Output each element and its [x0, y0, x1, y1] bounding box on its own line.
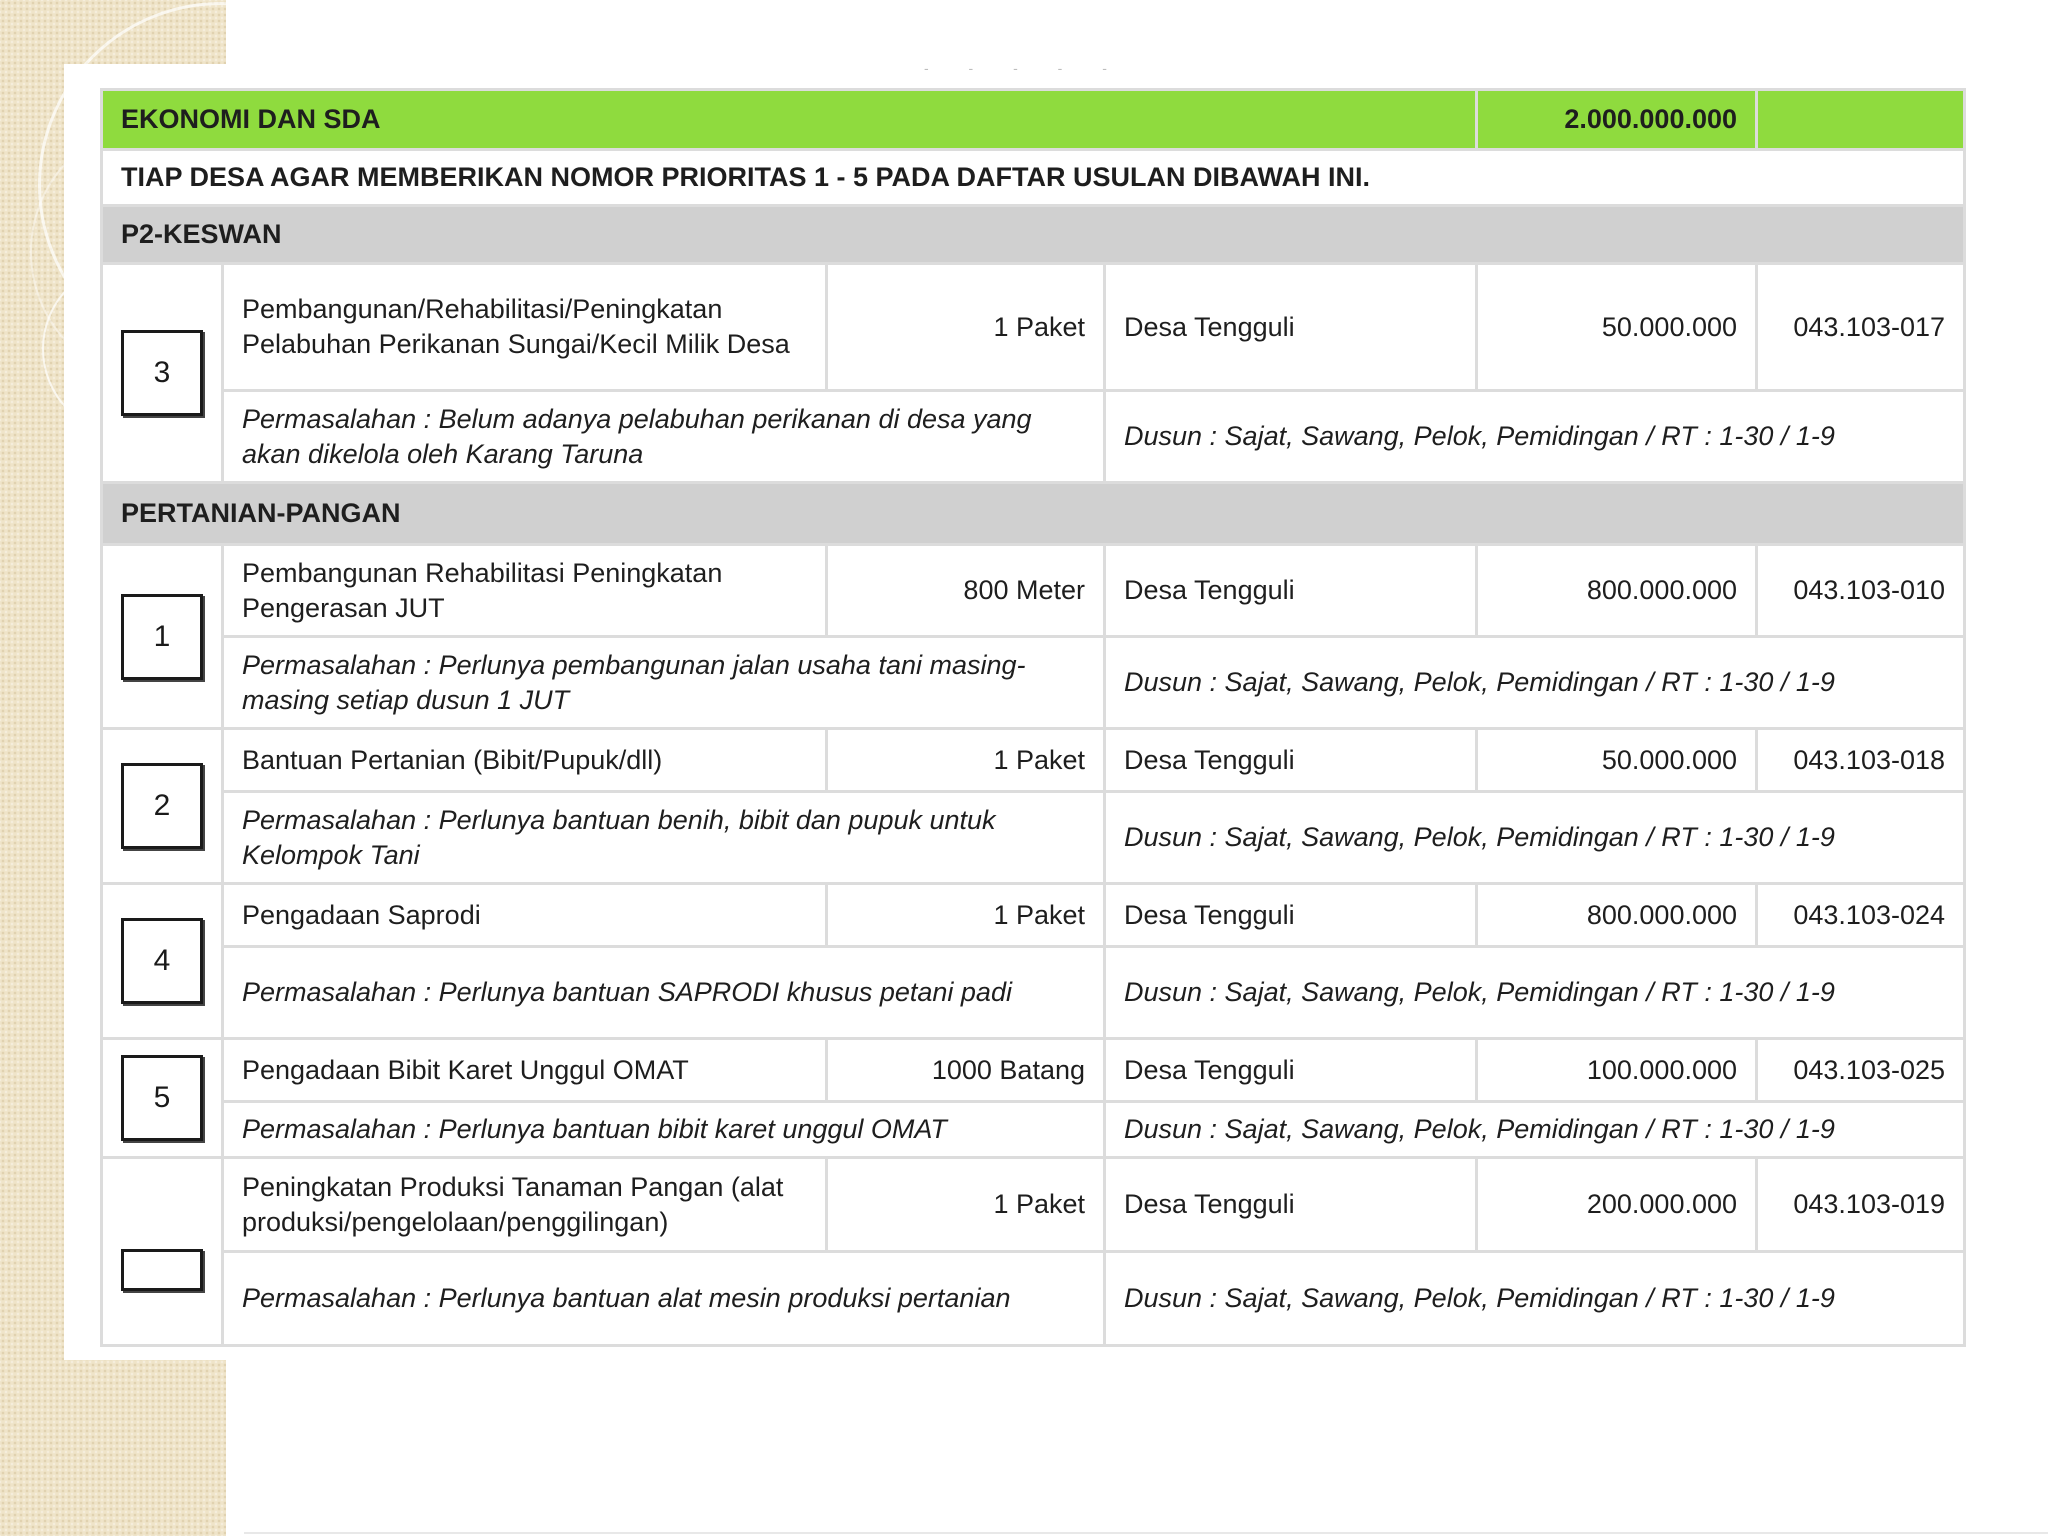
category-title: EKONOMI DAN SDA [102, 90, 1477, 150]
priority-notice: TIAP DESA AGAR MEMBERIKAN NOMOR PRIORITAS 1 - 5 PADA DAFTAR USULAN DIBAWAH INI. [102, 150, 1965, 206]
problem-statement: Permasalahan : Perlunya pembangunan jalan usaha tani masing-masing setiap dusun 1 JUT [223, 637, 1105, 729]
problem-row [102, 1252, 1965, 1346]
priority-cell [102, 884, 223, 1039]
notice-row [102, 150, 1965, 206]
problem-statement: Permasalahan : Perlunya bantuan alat mesin produksi pertanian [223, 1252, 1105, 1346]
priority-number-box: 3 [121, 330, 203, 416]
dusun-rt-info: Dusun : Sajat, Sawang, Pelok, Pemidingan / RT : 1-30 / 1-9 [1105, 1252, 1965, 1346]
cut-off-text: - - - - - [924, 64, 1125, 74]
amount: 100.000.000 [1477, 1039, 1757, 1102]
activity-name: Pembangunan/Rehabilitasi/Peningkatan Pelabuhan Perikanan Sungai/Kecil Milik Desa [223, 264, 827, 391]
volume: 1000 Batang [827, 1039, 1105, 1102]
priority-cell [102, 1158, 223, 1346]
dusun-rt-info: Dusun : Sajat, Sawang, Pelok, Pemidingan / RT : 1-30 / 1-9 [1105, 947, 1965, 1039]
priority-number-box: 1 [121, 594, 203, 680]
section-header-row [102, 206, 1965, 264]
priority-cell [102, 1039, 223, 1158]
priority-cell [102, 545, 223, 729]
section-header-row [102, 483, 1965, 545]
dusun-rt-info: Dusun : Sajat, Sawang, Pelok, Pemidingan / RT : 1-30 / 1-9 [1105, 391, 1965, 483]
activity-name: Peningkatan Produksi Tanaman Pangan (alat produksi/pengelolaan/penggilingan) [223, 1158, 827, 1252]
amount: 800.000.000 [1477, 884, 1757, 947]
amount: 800.000.000 [1477, 545, 1757, 637]
dusun-rt-info: Dusun : Sajat, Sawang, Pelok, Pemidingan / RT : 1-30 / 1-9 [1105, 1102, 1965, 1158]
problem-row [102, 947, 1965, 1039]
problem-statement: Permasalahan : Belum adanya pelabuhan perikanan di desa yang akan dikelola oleh Karang Taruna [223, 391, 1105, 483]
problem-row [102, 637, 1965, 729]
priority-cell [102, 729, 223, 884]
document-card [64, 64, 1966, 1360]
priority-cell [102, 264, 223, 483]
volume: 1 Paket [827, 264, 1105, 391]
category-total: 2.000.000.000 [1477, 90, 1757, 150]
divider [244, 1532, 2048, 1534]
activity-code: 043.103-010 [1757, 545, 1965, 637]
activity-name: Pengadaan Saprodi [223, 884, 827, 947]
proposal-row [102, 1158, 1965, 1252]
problem-statement: Permasalahan : Perlunya bantuan benih, bibit dan pupuk untuk Kelompok Tani [223, 792, 1105, 884]
activity-code: 043.103-018 [1757, 729, 1965, 792]
proposal-row [102, 545, 1965, 637]
section-title: PERTANIAN-PANGAN [102, 483, 1965, 545]
location: Desa Tengguli [1105, 1158, 1477, 1252]
priority-number-box [121, 1249, 203, 1291]
proposal-row [102, 729, 1965, 792]
volume: 1 Paket [827, 729, 1105, 792]
activity-code: 043.103-025 [1757, 1039, 1965, 1102]
priority-number-box: 5 [121, 1055, 203, 1141]
location: Desa Tengguli [1105, 1039, 1477, 1102]
problem-row [102, 1102, 1965, 1158]
proposal-table [100, 88, 1966, 1347]
problem-statement: Permasalahan : Perlunya bantuan SAPRODI khusus petani padi [223, 947, 1105, 1039]
activity-code: 043.103-017 [1757, 264, 1965, 391]
amount: 50.000.000 [1477, 264, 1757, 391]
location: Desa Tengguli [1105, 729, 1477, 792]
amount: 200.000.000 [1477, 1158, 1757, 1252]
priority-number-box: 4 [121, 918, 203, 1004]
dusun-rt-info: Dusun : Sajat, Sawang, Pelok, Pemidingan / RT : 1-30 / 1-9 [1105, 637, 1965, 729]
activity-name: Pembangunan Rehabilitasi Peningkatan Pengerasan JUT [223, 545, 827, 637]
activity-name: Pengadaan Bibit Karet Unggul OMAT [223, 1039, 827, 1102]
location: Desa Tengguli [1105, 264, 1477, 391]
problem-row [102, 391, 1965, 483]
problem-row [102, 792, 1965, 884]
location: Desa Tengguli [1105, 545, 1477, 637]
volume: 1 Paket [827, 1158, 1105, 1252]
dusun-rt-info: Dusun : Sajat, Sawang, Pelok, Pemidingan / RT : 1-30 / 1-9 [1105, 792, 1965, 884]
proposal-row [102, 264, 1965, 391]
volume: 800 Meter [827, 545, 1105, 637]
proposal-row [102, 884, 1965, 947]
section-title: P2-KESWAN [102, 206, 1965, 264]
volume: 1 Paket [827, 884, 1105, 947]
amount: 50.000.000 [1477, 729, 1757, 792]
activity-name: Bantuan Pertanian (Bibit/Pupuk/dll) [223, 729, 827, 792]
category-banner-empty [1757, 90, 1965, 150]
problem-statement: Permasalahan : Perlunya bantuan bibit karet unggul OMAT [223, 1102, 1105, 1158]
priority-number-box: 2 [121, 763, 203, 849]
activity-code: 043.103-024 [1757, 884, 1965, 947]
proposal-row [102, 1039, 1965, 1102]
location: Desa Tengguli [1105, 884, 1477, 947]
category-banner-row [102, 90, 1965, 150]
activity-code: 043.103-019 [1757, 1158, 1965, 1252]
